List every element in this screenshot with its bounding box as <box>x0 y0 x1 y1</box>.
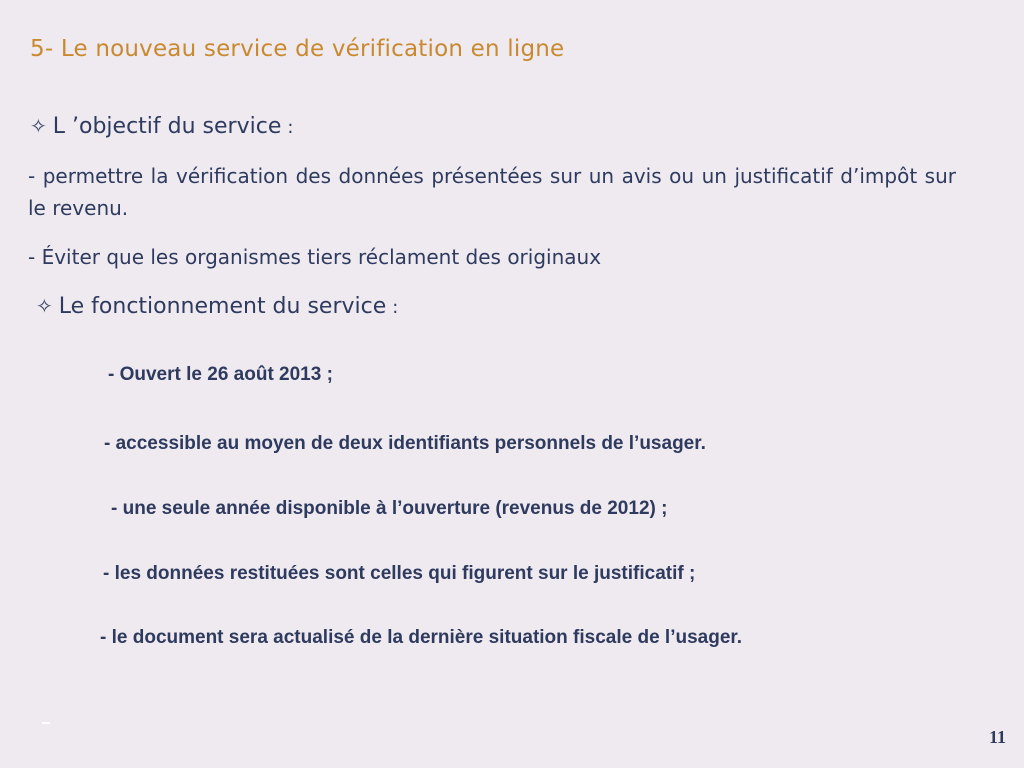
diamond-star-icon: ✧ <box>30 114 47 138</box>
decorative-dash <box>42 722 50 724</box>
section-objectif-label: L ’objectif du service <box>52 114 282 139</box>
list-item: - une seule année disponible à l’ouverture (revenus de 2012) ; <box>111 498 668 519</box>
section-objectif-colon: : <box>287 117 294 138</box>
list-item: - le document sera actualisé de la dernière situation fiscale de l’usager. <box>100 627 743 648</box>
page-number: 11 <box>988 727 1006 747</box>
section-fonctionnement-heading <box>36 294 398 319</box>
section-objectif-heading <box>30 114 293 139</box>
list-item: - les données restituées sont celles qui figurent sur le justificatif ; <box>103 563 696 584</box>
objectif-paragraph-2: - Éviter que les organismes tiers réclament des originaux <box>28 245 602 269</box>
objectif-paragraph-1: - permettre la vérification des données présentées sur un avis ou un justificatif d’impôt sur le revenu. <box>28 164 956 220</box>
list-item: - Ouvert le 26 août 2013 ; <box>108 364 333 385</box>
slide-title: 5- Le nouveau service de vérification en ligne <box>30 36 565 62</box>
list-item: - accessible au moyen de deux identifiants personnels de l’usager. <box>104 433 706 454</box>
diamond-star-icon: ✧ <box>36 294 53 318</box>
section-fonctionnement-label: Le fonctionnement du service <box>58 294 387 319</box>
section-fonctionnement-colon: : <box>392 297 399 318</box>
